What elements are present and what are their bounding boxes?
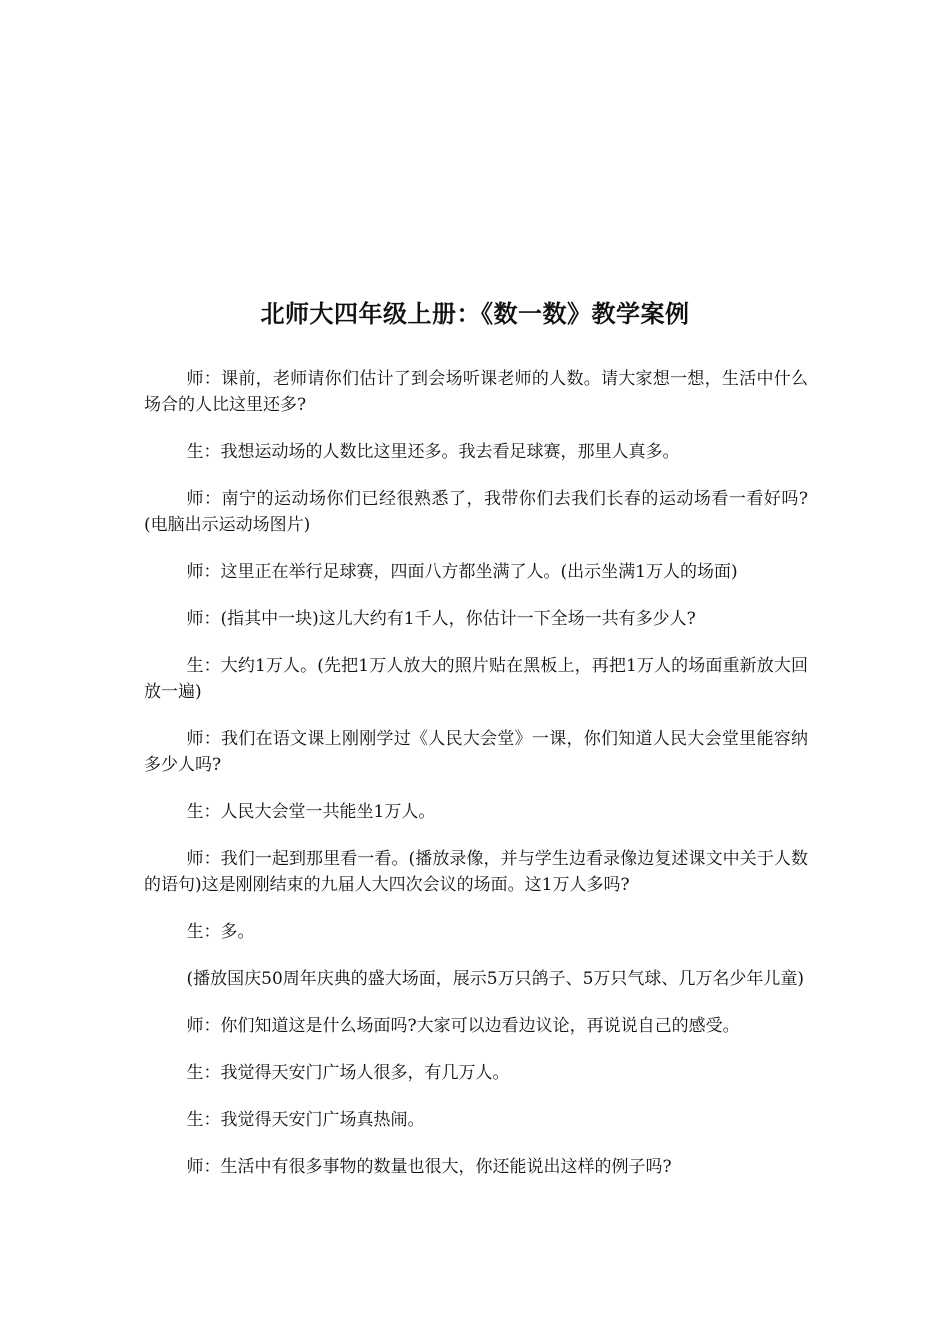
paragraph: 生：我觉得天安门广场真热闹。 xyxy=(186,1110,425,1130)
paragraph: 师：我们一起到那里看一看。(播放录像，并与学生边看录像边复述课文中关于人数的语句)这是刚刚结束的九届人大四次会议的场面。这1万人多吗? xyxy=(144,849,808,895)
paragraph: 师：我们在语文课上刚刚学过《人民大会堂》一课，你们知道人民大会堂里能容纳多少人吗? xyxy=(144,729,808,775)
paragraph: 师：南宁的运动场你们已经很熟悉了，我带你们去我们长春的运动场看一看好吗?(电脑出示运动场图片) xyxy=(144,489,808,535)
document-title: 北师大四年级上册：《数一数》教学案例 xyxy=(260,300,690,328)
paragraph: 生：我想运动场的人数比这里还多。我去看足球赛，那里人真多。 xyxy=(186,442,680,462)
paragraph: 生：人民大会堂一共能坐1万人。 xyxy=(186,802,436,822)
paragraph: 生：大约1万人。(先把1万人放大的照片贴在黑板上，再把1万人的场面重新放大回放一遍) xyxy=(144,656,808,702)
paragraph: 师：课前，老师请你们估计了到会场听课老师的人数。请大家想一想，生活中什么场合的人比这里还多? xyxy=(144,369,808,415)
paragraph: 师：(指其中一块)这儿大约有1千人，你估计一下全场一共有多少人? xyxy=(186,609,696,629)
paragraph: 生：我觉得天安门广场人很多，有几万人。 xyxy=(186,1063,510,1083)
document-body xyxy=(144,366,808,1201)
paragraph: 师：这里正在举行足球赛，四面八方都坐满了人。(出示坐满1万人的场面) xyxy=(186,562,738,582)
paragraph: 师：你们知道这是什么场面吗?大家可以边看边议论，再说说自己的感受。 xyxy=(186,1016,740,1036)
paragraph: 生：多。 xyxy=(186,922,255,942)
paragraph: (播放国庆50周年庆典的盛大场面，展示5万只鸽子、5万只气球、几万名少年儿童) xyxy=(186,969,805,989)
paragraph: 师：生活中有很多事物的数量也很大，你还能说出这样的例子吗? xyxy=(186,1157,672,1177)
